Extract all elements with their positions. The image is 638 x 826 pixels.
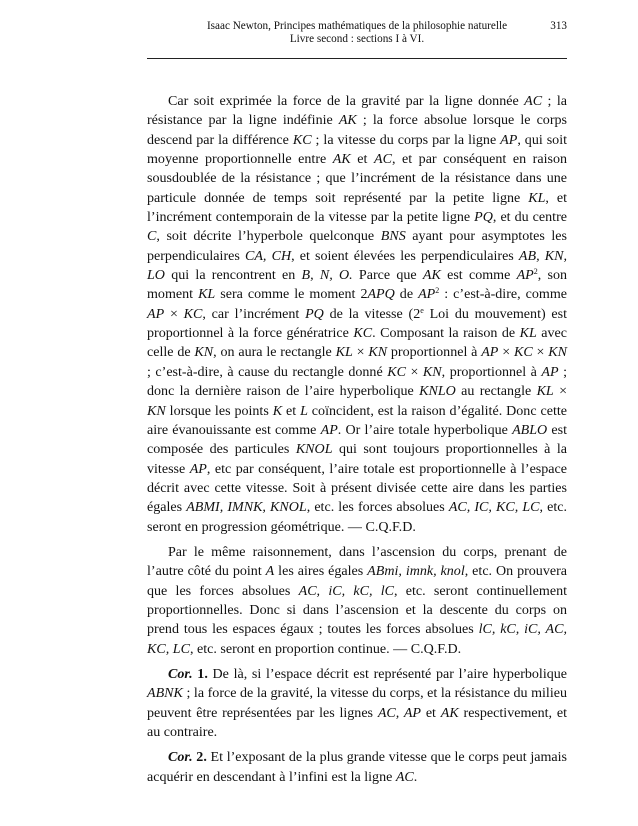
math-term: AP	[481, 344, 499, 361]
header-title: Isaac Newton, Principes mathématiques de la philosophie naturelle	[206, 20, 508, 32]
text-run: , qui soit moyenne proportionnelle entre	[147, 131, 568, 168]
math-term: AP	[189, 460, 207, 477]
text-run: ayant pour asymptotes les perpendiculaires	[147, 228, 567, 264]
text-run: et	[421, 704, 441, 721]
superscript: 2	[435, 286, 440, 296]
text-run: , car l’incrément	[202, 305, 306, 322]
math-term: AP	[320, 421, 338, 438]
superscript: 2	[533, 267, 538, 277]
text-run: sera comme le moment 2	[215, 286, 368, 303]
paragraph-corollary-2	[147, 748, 567, 787]
math-term: KL	[519, 325, 537, 342]
math-term: AP	[147, 305, 165, 322]
text-run: ; c’est-à-dire, à cause du rectangle donné	[147, 363, 388, 380]
math-term: AP	[541, 363, 559, 380]
math-term: A	[265, 563, 275, 580]
text-run: Loi du mouvement) est proportionnel à la force génératrice	[147, 305, 568, 342]
math-term: KN	[368, 344, 388, 361]
text-run: , etc. les forces absolues	[306, 499, 449, 516]
body-text	[147, 92, 567, 787]
math-term: KC	[183, 305, 203, 322]
text-run: , on aura le rectangle	[213, 344, 336, 361]
running-header	[147, 20, 567, 46]
math-term: C	[147, 228, 157, 245]
text-run: , son moment	[147, 267, 568, 303]
text-run: , etc. seront en proportion continue. — C.Q.F.D.	[189, 640, 462, 657]
text-run: , proportionnel à	[441, 363, 542, 380]
text-run: , et l’incrément contemporain de la vitesse par la petite ligne	[147, 189, 567, 226]
text-run: est comme	[440, 267, 517, 284]
text-run: lorsque les points	[165, 402, 273, 419]
math-term: lC, kC, iC, AC, KC, LC	[147, 621, 567, 657]
text-run: , et du centre	[492, 209, 567, 226]
text-run: les aires égales	[274, 563, 368, 580]
superscript: e	[420, 305, 424, 315]
text-run: , etc. seront continuellement proportionnelles. Donc si dans l’ascension et la descente du corps on prend tous les espaces égaux ; toutes les forces absolues	[147, 582, 568, 638]
text-run: Parce que	[352, 267, 423, 284]
math-term: KC	[292, 131, 312, 148]
text-run: de	[394, 286, 419, 303]
math-term: KN	[147, 402, 166, 419]
math-term: KN	[548, 344, 568, 361]
math-term: AC	[395, 768, 414, 785]
paragraph-ascension	[147, 543, 567, 659]
math-term: ABMI, IMNK, KNOL	[186, 499, 307, 516]
math-term: KL	[335, 344, 353, 361]
math-term: KNOL	[295, 441, 333, 458]
math-term: BNS	[380, 228, 406, 245]
math-term: AC, AP	[377, 704, 422, 721]
math-term: K	[272, 402, 283, 419]
math-term: APQ	[367, 286, 395, 303]
text-run: . Composant la raison de	[372, 325, 520, 342]
text-run: Et l’exposant de la plus grande vitesse que le corps peut jamais acquérir en descendant à l’infini est la ligne	[147, 749, 567, 785]
text-run: qui sont toujours proportionnelles à la vitesse	[147, 441, 567, 477]
math-term: AK	[440, 704, 459, 721]
math-term: KC	[353, 325, 373, 342]
math-term: KNLO	[419, 383, 456, 400]
paragraph-corollary-1	[147, 665, 567, 742]
text-run: Par le même raisonnement, dans l’ascension du corps, prenant de l’autre côté du point	[147, 543, 567, 580]
math-term: AK	[422, 267, 441, 284]
math-term: AP	[500, 131, 518, 148]
text-run: au rectangle	[455, 383, 537, 400]
header-subtitle: Livre second : sections I à VI.	[289, 33, 425, 45]
text-run: de la vitesse (2	[323, 305, 421, 322]
math-term: ABNK	[147, 685, 183, 702]
text-run: , etc. On prouvera que les forces absolues	[147, 563, 567, 599]
math-term: AK	[338, 112, 357, 129]
text-run: ×	[553, 383, 568, 400]
math-term: AB, KN, LO	[147, 247, 567, 284]
math-term: AC, IC, KC, LC	[448, 499, 540, 516]
math-term: KC	[387, 363, 406, 380]
text-run: ; la vitesse du corps par la ligne	[311, 131, 501, 148]
text-run: : c’est-à-dire, comme	[439, 286, 567, 303]
text-run: est composée des particules	[147, 421, 568, 458]
text-run: ×	[164, 305, 184, 322]
math-term: KC	[513, 344, 533, 361]
text-run: avec celle de	[147, 325, 567, 361]
text-run: Car soit exprimée la force de la gravité par la ligne donnée	[168, 93, 525, 109]
math-term: AP	[516, 267, 534, 284]
text-run: De là, si l’espace décrit est représenté par l’aire hyperbolique	[207, 665, 568, 682]
math-term: AP	[418, 286, 436, 303]
paragraph-proof	[147, 92, 567, 537]
math-term: KL	[536, 383, 554, 400]
text-run: ×	[532, 344, 549, 361]
math-term: B, N, O.	[301, 267, 353, 284]
math-term: KN	[194, 344, 214, 361]
math-term: KL	[528, 189, 546, 206]
text-run: ×	[498, 344, 514, 361]
text-run: ; donc la dernière raison de l’aire hyperbolique	[147, 363, 568, 400]
text-run: ; la résistance par la ligne indéfinie	[147, 93, 567, 129]
text-run: , etc. seront en progression géométrique. — C.Q.F.D.	[147, 499, 568, 535]
text-run: proportionnel à	[387, 344, 482, 361]
page-number: 313	[550, 20, 567, 32]
math-term: PQ	[474, 209, 493, 226]
math-term: PQ	[305, 305, 324, 322]
text-run: ; la force de la gravité, la vitesse du corps, et la résistance du milieu peuvent être représentées par les lignes	[147, 685, 567, 721]
text-run: coïncident, est la raison d’égalité. Donc cette aire évanouissante est comme	[147, 402, 567, 438]
math-term: AC	[524, 93, 543, 109]
text-run: ; la force absolue lorsque le corps descend par la différence	[147, 112, 567, 148]
text-run: ×	[352, 344, 369, 361]
corollary-label: 1.	[197, 665, 208, 682]
text-run: , soit décrite l’hyperbole quelconque	[156, 228, 381, 245]
math-term: L	[300, 402, 308, 419]
text-run: et	[350, 151, 374, 168]
text-run: . Or l’aire totale hyperbolique	[337, 421, 513, 438]
text-run: , et par conséquent en raison sousdoublée de la résistance ; que l’incrément de la résistance dans une particule donnée de temps soit représenté par la petite ligne	[147, 151, 568, 206]
math-term: AC	[373, 151, 392, 168]
text-run: et	[282, 402, 301, 419]
math-term: ABmi, imnk, knol	[367, 563, 465, 580]
corollary-label: Cor.	[168, 749, 193, 766]
corollary-label: 2.	[196, 749, 207, 766]
math-term: KL	[198, 286, 216, 303]
text-run: ×	[405, 363, 423, 380]
math-term: AK	[332, 151, 351, 168]
text-run: .	[413, 768, 418, 785]
math-term: AC, iC, kC, lC	[298, 582, 395, 599]
text-run: qui la rencontrent en	[164, 267, 302, 284]
header-rule	[147, 58, 567, 59]
corollary-label: Cor.	[168, 665, 193, 682]
math-term: KN	[422, 363, 442, 380]
text-run: , etc par conséquent, l’aire totale est proportionnelle à l’espace décrit avec cette vitesse. Soit à présent divisée cette aire dans les parties égales	[147, 460, 568, 516]
math-term: CA, CH	[244, 247, 292, 264]
text-run: , et soient élevées les perpendiculaires	[291, 247, 519, 264]
math-term: ABLO	[512, 421, 548, 438]
text-run: respectivement, et au contraire.	[147, 704, 567, 740]
